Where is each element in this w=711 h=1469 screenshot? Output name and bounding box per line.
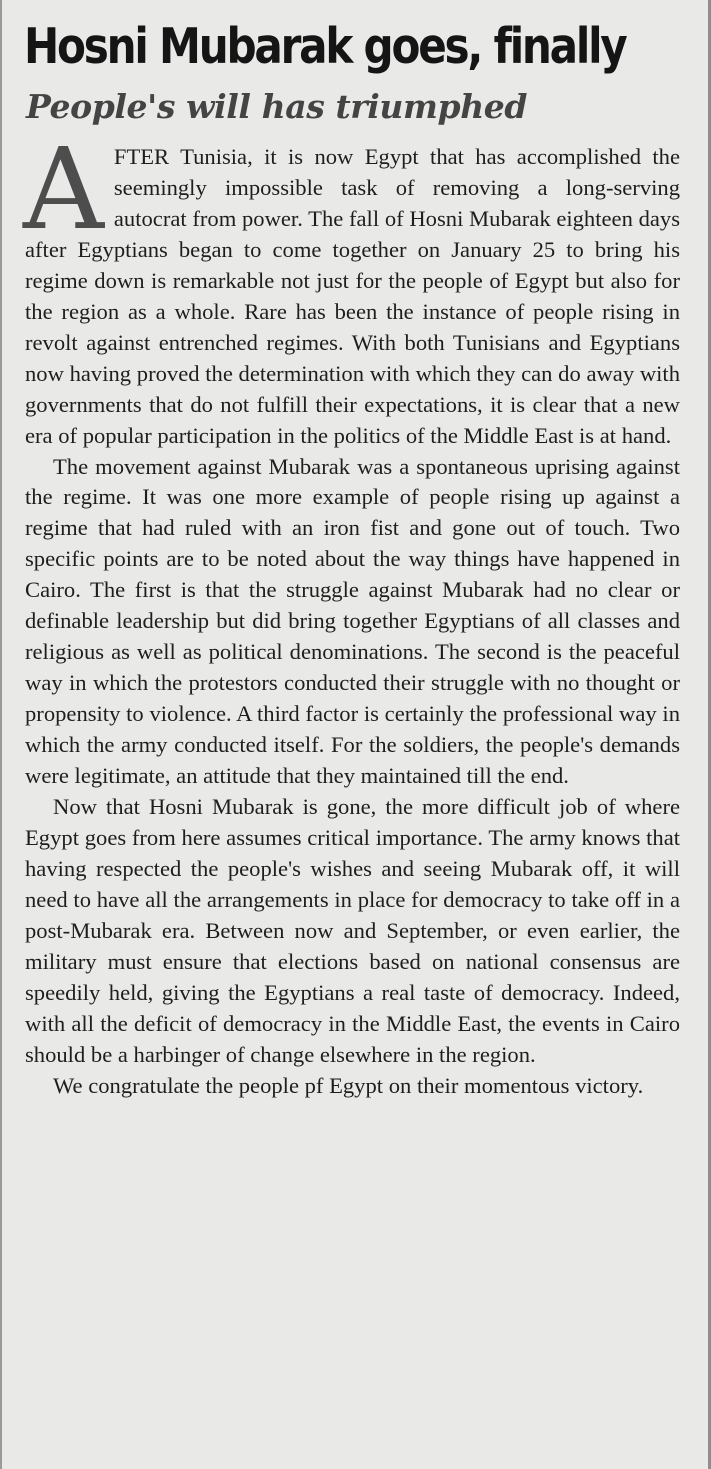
paragraph-4: We congratulate the people pf Egypt on their momentous victory. [53, 1072, 644, 1098]
paragraph-1-text: FTER Tunisia, it is now Egypt that has accomplished the seemingly impossible task of removing a long-serving autocrat from power. The fall of Hosni Mubarak eighteen days after Egyptians began to come together on January 25 to bring his regime down is remarkable not just for the people of Egypt but also for the region as a whole. Rare has been the instance of people rising in revolt against entrenched regimes. With both Tunisians and Egyptians now having proved the determination with which they can do away with governments that do not fulfill their expectations, it is clear that a new era of popular participation in the politics of the Middle East is at hand. [25, 144, 680, 448]
paragraph-1 [23, 125, 680, 452]
headline: Hosni Mubarak goes, finally [24, 18, 626, 75]
paragraph-3: Now that Hosni Mubarak is gone, the more difficult job of where Egypt goes from here assumes critical importance. The army knows that having respected the people's wishes and seeing Mubarak off, it will need to have all the arrangements in place for democracy to take off in a post-Mubarak era. Between now and September, or even earlier, the military must ensure that elections based on national consensus are speedily held, giving the Egyptians a real taste of democracy. Indeed, with all the deficit of democracy in the Middle East, the events in Cairo should be a harbinger of change elsewhere in the region. [25, 794, 680, 1067]
subheadline: People's will has triumphed [26, 87, 528, 126]
paragraph-2: The movement against Mubarak was a spontaneous uprising against the regime. It was one more example of people rising up against a regime that had ruled with an iron fist and gone out of touch. Two specific points are to be noted about the way things have happened in Cairo. The first is that the struggle against Mubarak had no clear or definable leadership but did bring together Egyptians of all classes and religious as well as political denominations. The second is the peaceful way in which the protestors conducted their struggle with no thought or propensity to violence. A third factor is certainly the professional way in which the army conducted itself. For the soldiers, the people's demands were legitimate, an attitude that they maintained till the end. [25, 453, 680, 789]
drop-cap: A [23, 125, 104, 255]
article-body [23, 125, 680, 1102]
